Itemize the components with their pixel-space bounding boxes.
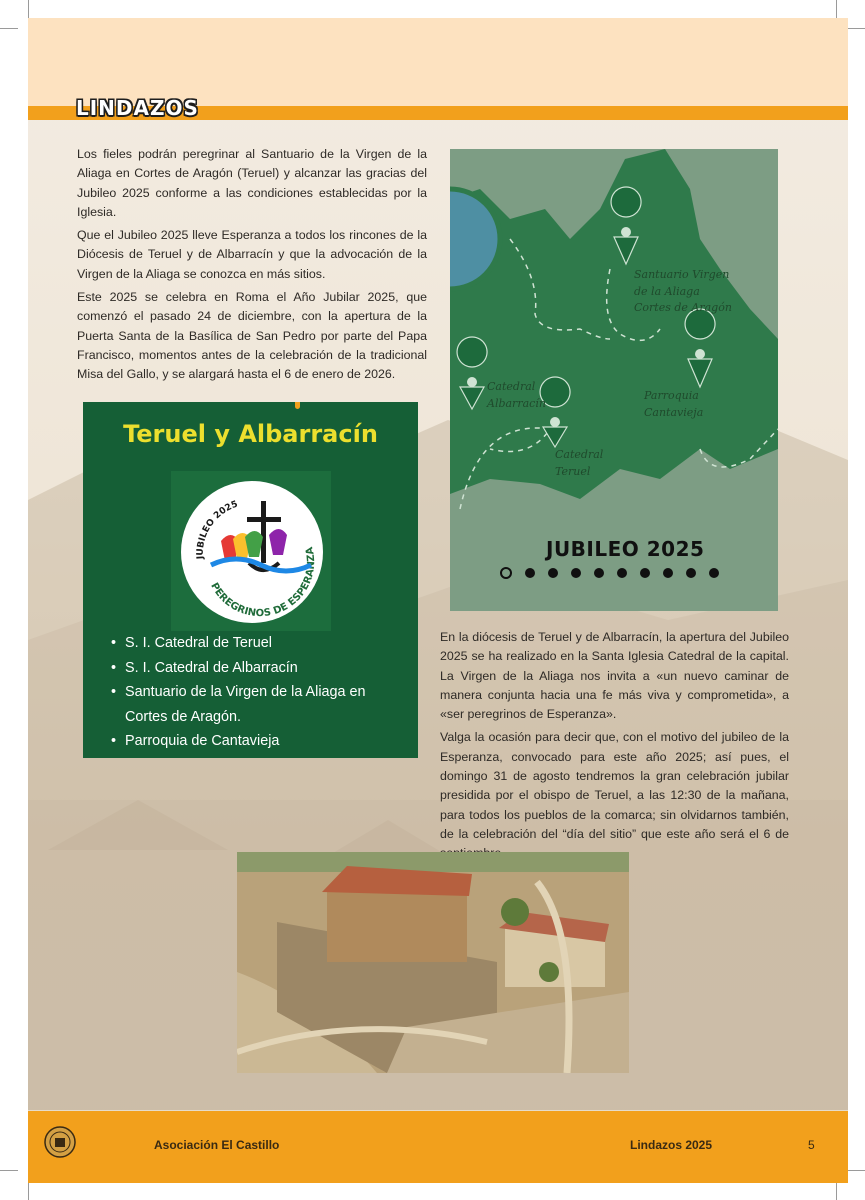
crop-mark (0, 28, 18, 29)
intro-paragraph: Que el Jubileo 2025 lleve Esperanza a todos los rincones de la Diócesis de Teruel y de Albarracín y que la advocación de la Virgen de la Aliaga se conozca en más sitios. (77, 228, 427, 281)
jubilee-logo (171, 471, 331, 631)
footer (28, 1111, 848, 1183)
jubilee-places-box (83, 402, 418, 758)
jubilee-logo-art (181, 481, 323, 623)
crop-mark (836, 0, 837, 18)
right-paragraph: Valga la ocasión para decir que, con el motivo del jubileo de la Esperanza, convocado para este año 2025; así pues, el domingo 31 de agosto tendremos la gran celebración jubilar presidida por el obispo de Teruel, a las 12:30 de la mañana, para todos los pueblos de la comarca; sin olvidarnos también, de la celebración del “día del sitio” que este año será el 6 de (440, 730, 789, 841)
section-title: LINDAZOS (76, 96, 199, 120)
crop-mark (28, 0, 29, 18)
list-item: • S. I. Catedral de Albarracín (111, 656, 407, 681)
crop-mark (836, 1183, 837, 1200)
intro-paragraph: Este 2025 se celebra en Roma el Año Jubilar 2025, que comenzó el pasado 24 de diciembre, con la apertura de la Puerta Santa de la Basílica de San Pedro por parte del Papa Francisco, momentos antes de la celebración de la tradicional Misa del Gallo, y se alargará hasta el 6 de enero de 2026. (77, 290, 427, 382)
map-label-cantavieja: Parroquia Cantavieja (644, 389, 704, 419)
list-item: • S. I. Catedral de Teruel (111, 631, 407, 656)
crop-mark (848, 28, 865, 29)
sanctuary-photo (237, 852, 629, 1073)
footer-association: Asociación El Castillo (154, 1138, 280, 1152)
decorative-dot (295, 402, 300, 409)
list-item: • Santuario de la Virgen de la Aliaga en Cortes de Aragón. (111, 680, 407, 729)
right-text (440, 628, 789, 868)
map-title: JUBILEO 2025 (546, 537, 705, 561)
intro-paragraph: Los fieles podrán peregrinar al Santuario de la Virgen de la Aliaga en Cortes de Aragón (Teruel) y alcanzar las gracias del Jubileo 2025 conforme a las condiciones establecidas por la Iglesia. (77, 147, 427, 219)
logo-cross-icon (261, 501, 266, 563)
page-number: 5 (808, 1138, 815, 1152)
map-dots-decoration (500, 567, 719, 579)
right-paragraph: En la diócesis de Teruel y de Albarracín, la apertura del Jubileo 2025 se ha realizado en la Santa Iglesia Catedral de la capital. La Virgen de la Aliaga nos invita a «un nuevo caminar de manera conjunta hacia una fe más viva y comprometida», a «ser peregrinos de Esperanza». (440, 630, 789, 722)
list-item: • Parroquia de Cantavieja (111, 729, 407, 754)
crop-mark (0, 1170, 18, 1171)
jubilee-map (450, 149, 778, 611)
map-label-santuario: Santuario Virgen de la Aliaga Cortes de Aragón (634, 268, 732, 314)
crop-mark (848, 1170, 865, 1171)
logo-bottom-text: PEREGRINOS DE ESPERANZA (208, 545, 318, 620)
intro-text (77, 145, 427, 389)
crop-mark (28, 1183, 29, 1200)
footer-publication: Lindazos 2025 (630, 1138, 713, 1152)
sanctuary-photo-art (237, 852, 629, 1073)
jubilee-box-title: Teruel y Albarracín (123, 420, 378, 448)
map-label-albarracin: Catedral Albarracín (487, 380, 546, 410)
header-band (28, 18, 848, 106)
map-label-teruel: Catedral Teruel (555, 448, 604, 478)
association-seal-icon (44, 1126, 76, 1158)
logo-top-text: JUBILEO 2025 (195, 499, 240, 560)
jubilee-places-list (111, 631, 407, 754)
